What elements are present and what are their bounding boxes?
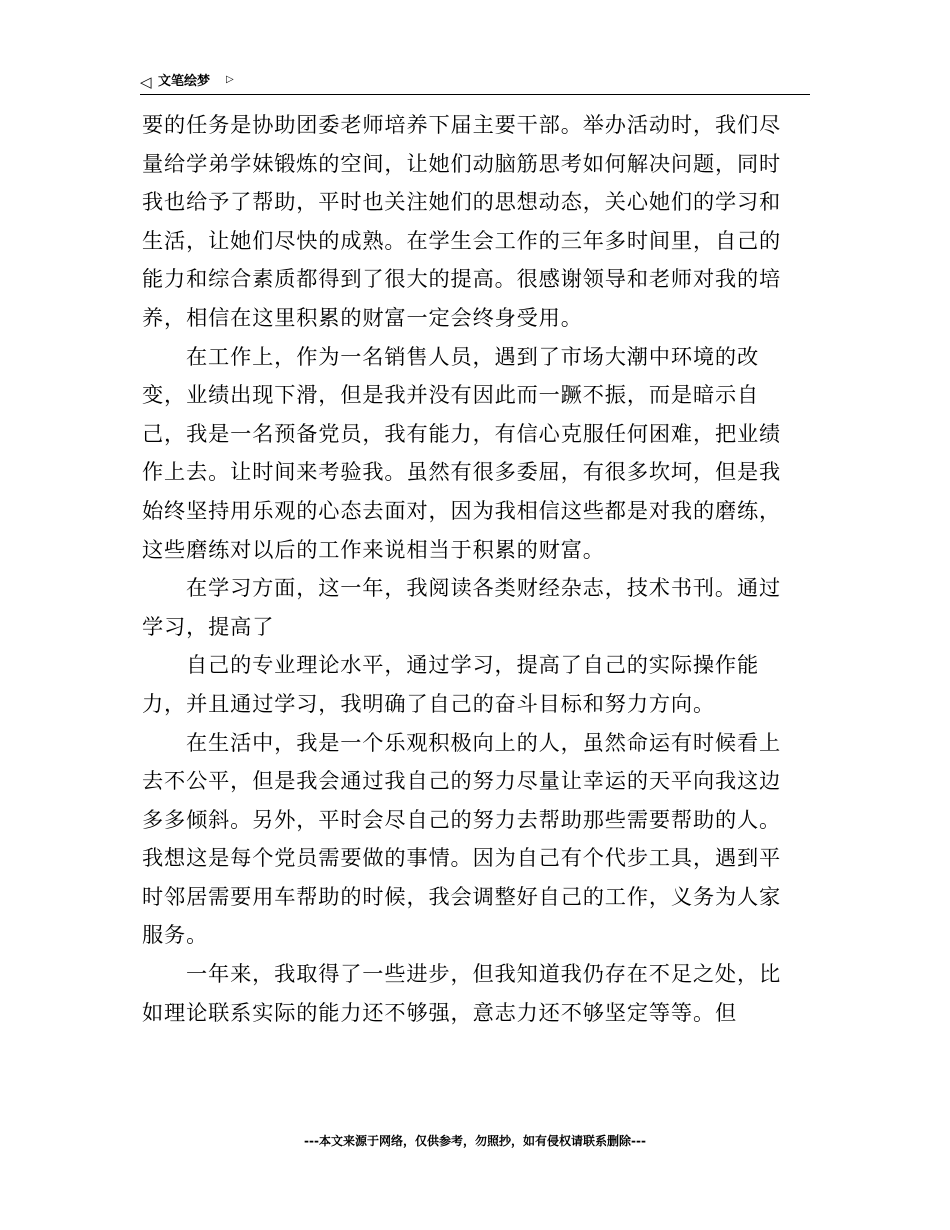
paragraph-4: 自己的专业理论水平，通过学习，提高了自己的实际操作能力，并且通过学习，我明确了自己的奋斗目标和努力方向。 bbox=[142, 652, 759, 716]
paragraph-5: 在生活中，我是一个乐观积极向上的人，虽然命运有时候看上去不公平，但是我会通过我自己的努力尽量让幸运的天平向我这边多多倾斜。另外，平时会尽自己的努力去帮助那些需要帮助的人。我想这是每个党员需要做的事情。因为自己有个代步工具，遇到平时邻居需要用车帮助的时候，我会调整好自己的工作，义务为人家服务。 bbox=[142, 729, 782, 948]
header-title: 文笔绘梦 bbox=[158, 74, 211, 89]
triangle-right-icon: ▷ bbox=[226, 74, 234, 85]
page-header bbox=[140, 72, 810, 95]
paragraph-1: 要的任务是协助团委老师培养下届主要干部。举办活动时，我们尽量给学弟学妹锻炼的空间，让她们动脑筋思考如何解决问题，同时我也给予了帮助，平时也关注她们的思想动态，关心她们的学习和生活，让她们尽快的成熟。在学生会工作的三年多时间里，自己的能力和综合素质都得到了很大的提高。很感谢领导和老师对我的培养，相信在这里积累的财富一定会终身受用。 bbox=[142, 112, 782, 330]
triangle-left-icon: ◁ bbox=[140, 73, 152, 91]
paragraph-2: 在工作上，作为一名销售人员，遇到了市场大潮中环境的改变，业绩出现下滑，但是我并没有因此而一蹶不振，而是暗示自己，我是一名预备党员，我有能力，有信心克服任何困难，把业绩作上去。让时间来考验我。虽然有很多委屈，有很多坎坷，但是我始终坚持用乐观的心态去面对，因为我相信这些都是对我的磨练，这些磨练对以后的工作来说相当于积累的财富。 bbox=[142, 343, 782, 562]
page-footer: ---本文来源于网络，仅供参考，勿照抄，如有侵权请联系删除--- bbox=[304, 1134, 646, 1148]
document-body bbox=[142, 106, 802, 1032]
paragraph-3: 在学习方面，这一年，我阅读各类财经杂志，技术书刊。通过学习，提高了 bbox=[142, 575, 782, 639]
paragraph-6: 一年来，我取得了一些进步，但我知道我仍存在不足之处，比如理论联系实际的能力还不够强，意志力还不够坚定等等。但 bbox=[142, 961, 782, 1025]
